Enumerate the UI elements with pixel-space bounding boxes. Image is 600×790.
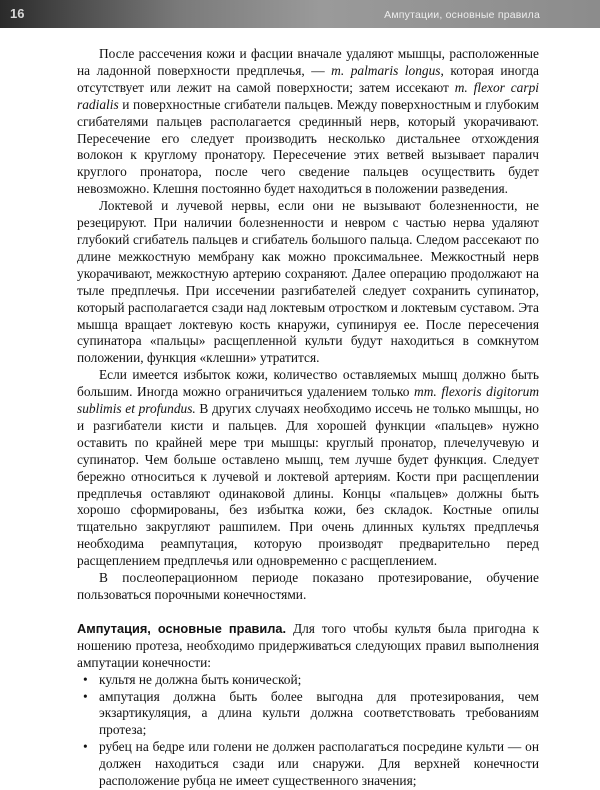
bullet-icon: •: [83, 739, 88, 755]
text-run: После рассечения кожи и фасции вначале удаляют мышцы, расположенные на ладонной поверхности предплечья, —: [77, 46, 539, 78]
running-title: Ампутации, основные правила: [384, 9, 540, 21]
text-run: и поверхностные сгибатели пальцев. Между поверхностным и глубоким сгибателями пальцев располагается срединный нерв, который укорачивают. Пересечение его следует производить несколько дистальнее отхождения волокон к круглому пронатору. Пересечение этих ветвей вызывает паралич круглого пронатора, после чего сведение пальцев осуществить будет невозможно. Клешня постоянно будет находиться в положении разведения.: [77, 96, 539, 197]
list-item: [77, 739, 539, 790]
page-body: [77, 46, 539, 790]
text-run: В других случаях необходимо иссечь не только мышцы, но и разгибатели кисти и пальцев. Для хорошей функции «пальцев» нужно оставить по крайней мере три мышцы: круглый пронатор, плечелучевую и супинатор. Чем больше оставлено мышц, тем лучше будет функция. Следует бережно относиться к лучевой и локтевой артериям. Кости при расщеплении предплечья оставляют одинаковой длины. Концы «пальцев» должны быть хорошо сформированы, без избытка кожи, без складок. Костные опилы тщательно закругляют рашпилем. При очень длинных культях предплечья необходима реампутация, которую производят предварительно перед расщеплением предплечья или одновременно с расщеплением.: [77, 401, 539, 569]
list-item-text: культя не должна быть конической;: [99, 671, 302, 687]
section-intro: Для того чтобы культя была пригодна к ношению протеза, необходимо придерживаться следующих правил выполнения ампутации конечности:: [77, 620, 539, 670]
page-number: 16: [10, 6, 25, 21]
section-title: Ампутация, основные правила.: [77, 620, 287, 636]
bullet-icon: •: [83, 671, 88, 687]
text-run: Если имеется избыток кожи, количество оставляемых мышц должно быть большим. Иногда можно ограничиться удалением только: [77, 367, 539, 400]
text-run: В послеоперационном периоде показано протезирование, обучение пользоваться порочными конечностями.: [77, 570, 539, 602]
section-amputation-rules: [77, 621, 539, 672]
list-item-text: ампутация должна быть более выгодна для протезирования, чем экзартикуляция, а длина культи должна соответствовать требованиям протеза;: [99, 688, 539, 738]
latin-term: mm. flexoris digitorum sublimis et profundus.: [77, 384, 540, 417]
text-run: , которая иногда отсутствует или лежит на самой поверхности; затем иссекают: [77, 62, 539, 95]
text-run: Локтевой и лучевой нервы, если они не вызывают болезненности, не резецируют. При наличии болезненности и невром с частью нерва удаляют глубокий сгибатель пальцев и сгибатель большого пальца. Следом рассекают по длине межкостную мембрану как можно проксимальнее. Межкостный нерв укорачивают, межкостную артерию сохраняют. Далее операцию продолжают на тыле предплечья. При иссечении разгибателей следует сохранить супинатор, который располагается сзади над локтевым отростком и локтевым суставом. Эта мышца вращает локтевую кость кнаружи, супинируя ее. После пересечения супинатора «пальцы» расщепленной культи будут находиться в сомкнутом положении, функция «клешни» утратится.: [77, 198, 539, 366]
list-item-text: рубец на бедре или голени не должен располагаться посредине культи — он должен находиться сзади или снаружи. Для верхней конечности расположение рубца не имеет существенного значения;: [99, 739, 539, 789]
latin-term: m. palmaris longus: [331, 62, 441, 78]
latin-term: m. flexor carpi radialis: [77, 79, 539, 112]
paragraph-3: [77, 367, 539, 570]
list-item: [77, 689, 539, 740]
bullet-icon: •: [83, 688, 88, 704]
paragraph-4: [77, 570, 539, 604]
list-item: [77, 672, 539, 689]
paragraph-2: [77, 198, 539, 367]
page-header: [0, 0, 600, 28]
paragraph-1: [77, 46, 539, 198]
rules-list: [77, 672, 539, 790]
